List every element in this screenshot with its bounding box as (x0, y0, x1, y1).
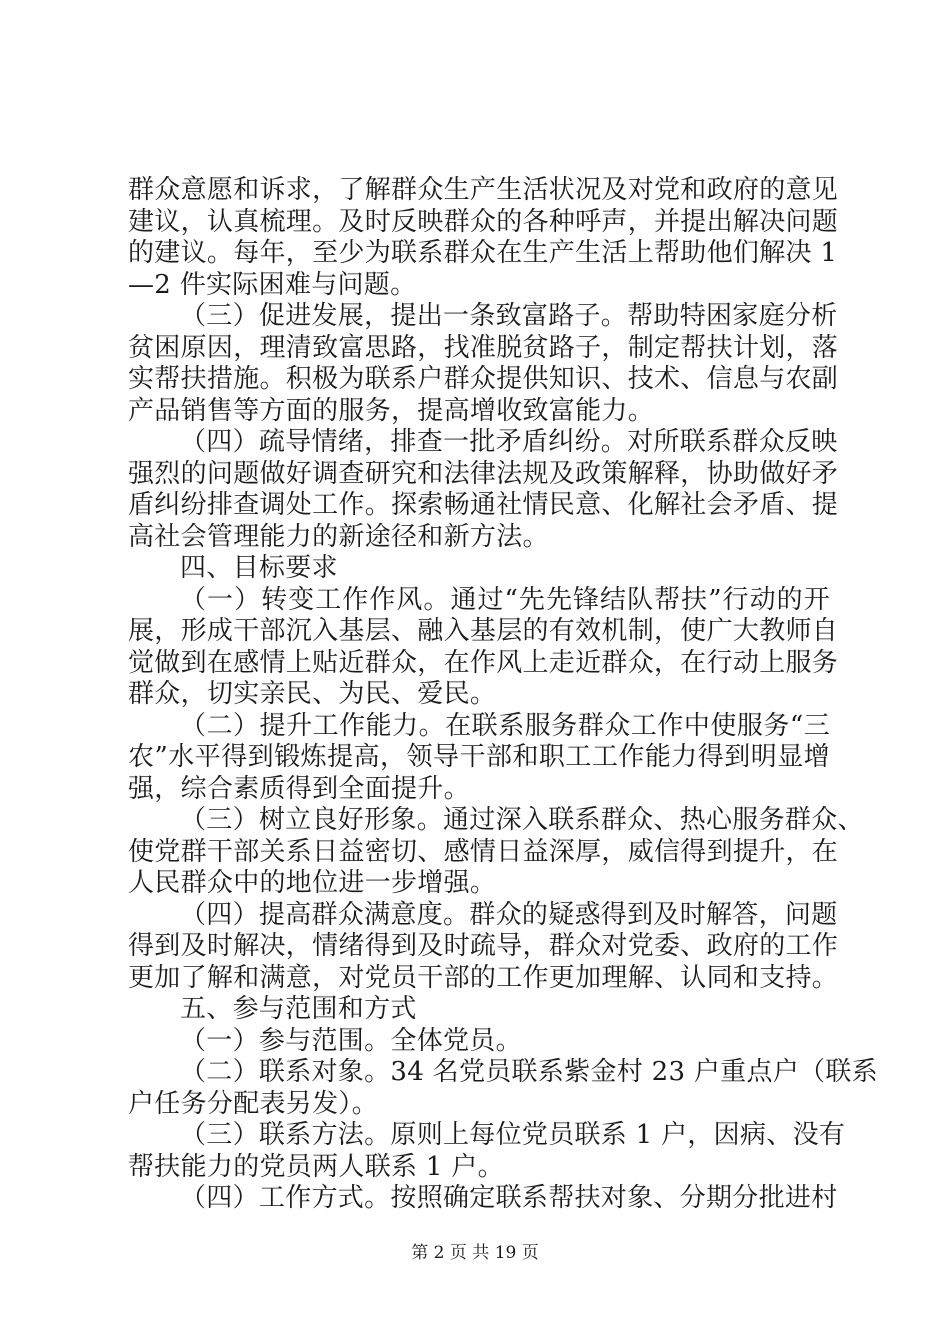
text-line: （四）工作方式。按照确定联系帮扶对象、分期分批进村 (180, 1183, 838, 1213)
text-line: 盾纠纷排查调处工作。探索畅通社情民意、化解社会矛盾、提 (128, 490, 839, 520)
text-line: 五、参与范围和方式 (180, 994, 417, 1024)
text-line: （四）疏导情绪，排查一批矛盾纠纷。对所联系群众反映 (180, 427, 838, 457)
page-number-label: 第 2 页 共 19 页 (411, 1243, 539, 1263)
text-line: （二）联系对象。34 名党员联系紫金村 23 户重点户（联系 (180, 1057, 878, 1087)
text-line: 展，形成干部沉入基层、融入基层的有效机制，使广大教师自 (128, 616, 839, 646)
text-line: （一）转变工作作风。通过“先先锋结队帮扶”行动的开 (180, 584, 830, 615)
text-line: （四）提高群众满意度。群众的疑惑得到及时解答，问题 (180, 899, 838, 930)
text-line: 强，综合素质得到全面提升。 (128, 773, 470, 804)
text-line: 觉做到在感情上贴近群众，在作风上走近群众，在行动上服务 (128, 647, 839, 678)
text-line: 群众，切实亲民、为民、爱民。 (128, 679, 497, 709)
text-line: 强烈的问题做好调查研究和法律法规及政策解释，协助做好矛 (128, 458, 839, 489)
text-line: 使党群干部关系日益密切、感情日益深厚，威信得到提升，在 (128, 836, 839, 867)
text-line: （三）联系方法。原则上每位党员联系 1 户，因病、没有 (180, 1120, 846, 1150)
text-line: 的建议。每年，至少为联系群众在生产生活上帮助他们解决 1 (128, 238, 838, 268)
text-line: 户任务分配表另发）。 (128, 1088, 379, 1119)
page-footer (0, 1243, 950, 1263)
document-body (128, 175, 878, 1215)
text-line: 实帮扶措施。积极为联系户群众提供知识、技术、信息与农副 (128, 364, 839, 394)
text-line: 产品销售等方面的服务，提高增收致富能力。 (128, 395, 655, 426)
text-line: 四、目标要求 (180, 553, 338, 583)
text-line: 农”水平得到锻炼提高，领导干部和职工工作能力得到明显增 (128, 742, 830, 772)
text-line: 贫困原因，理清致富思路，找准脱贫路子，制定帮扶计划，落 (128, 332, 839, 363)
text-line: 得到及时解决，情绪得到及时疏导，群众对党委、政府的工作 (128, 931, 839, 961)
text-line: 建议，认真梳理。及时反映群众的各种呼声，并提出解决问题 (128, 206, 839, 237)
text-line: （三）树立良好形象。通过深入联系群众、热心服务群众、 (180, 805, 864, 835)
text-line: 高社会管理能力的新途径和新方法。 (128, 521, 549, 552)
text-line: （二）提升工作能力。在联系服务群众工作中使服务“三 (180, 710, 830, 741)
text-line: （一）参与范围。全体党员。 (180, 1025, 522, 1056)
text-line: （三）促进发展，提出一条致富路子。帮助特困家庭分析 (180, 301, 838, 331)
text-line: 群众意愿和诉求，了解群众生产生活状况及对党和政府的意见 (128, 175, 839, 205)
text-line: 人民群众中的地位进一步增强。 (128, 868, 497, 898)
text-line: —2 件实际困难与问题。 (128, 269, 417, 300)
text-line: 帮扶能力的党员两人联系 1 户。 (128, 1151, 504, 1182)
text-line: 更加了解和满意，对党员干部的工作更加理解、认同和支持。 (128, 962, 839, 993)
